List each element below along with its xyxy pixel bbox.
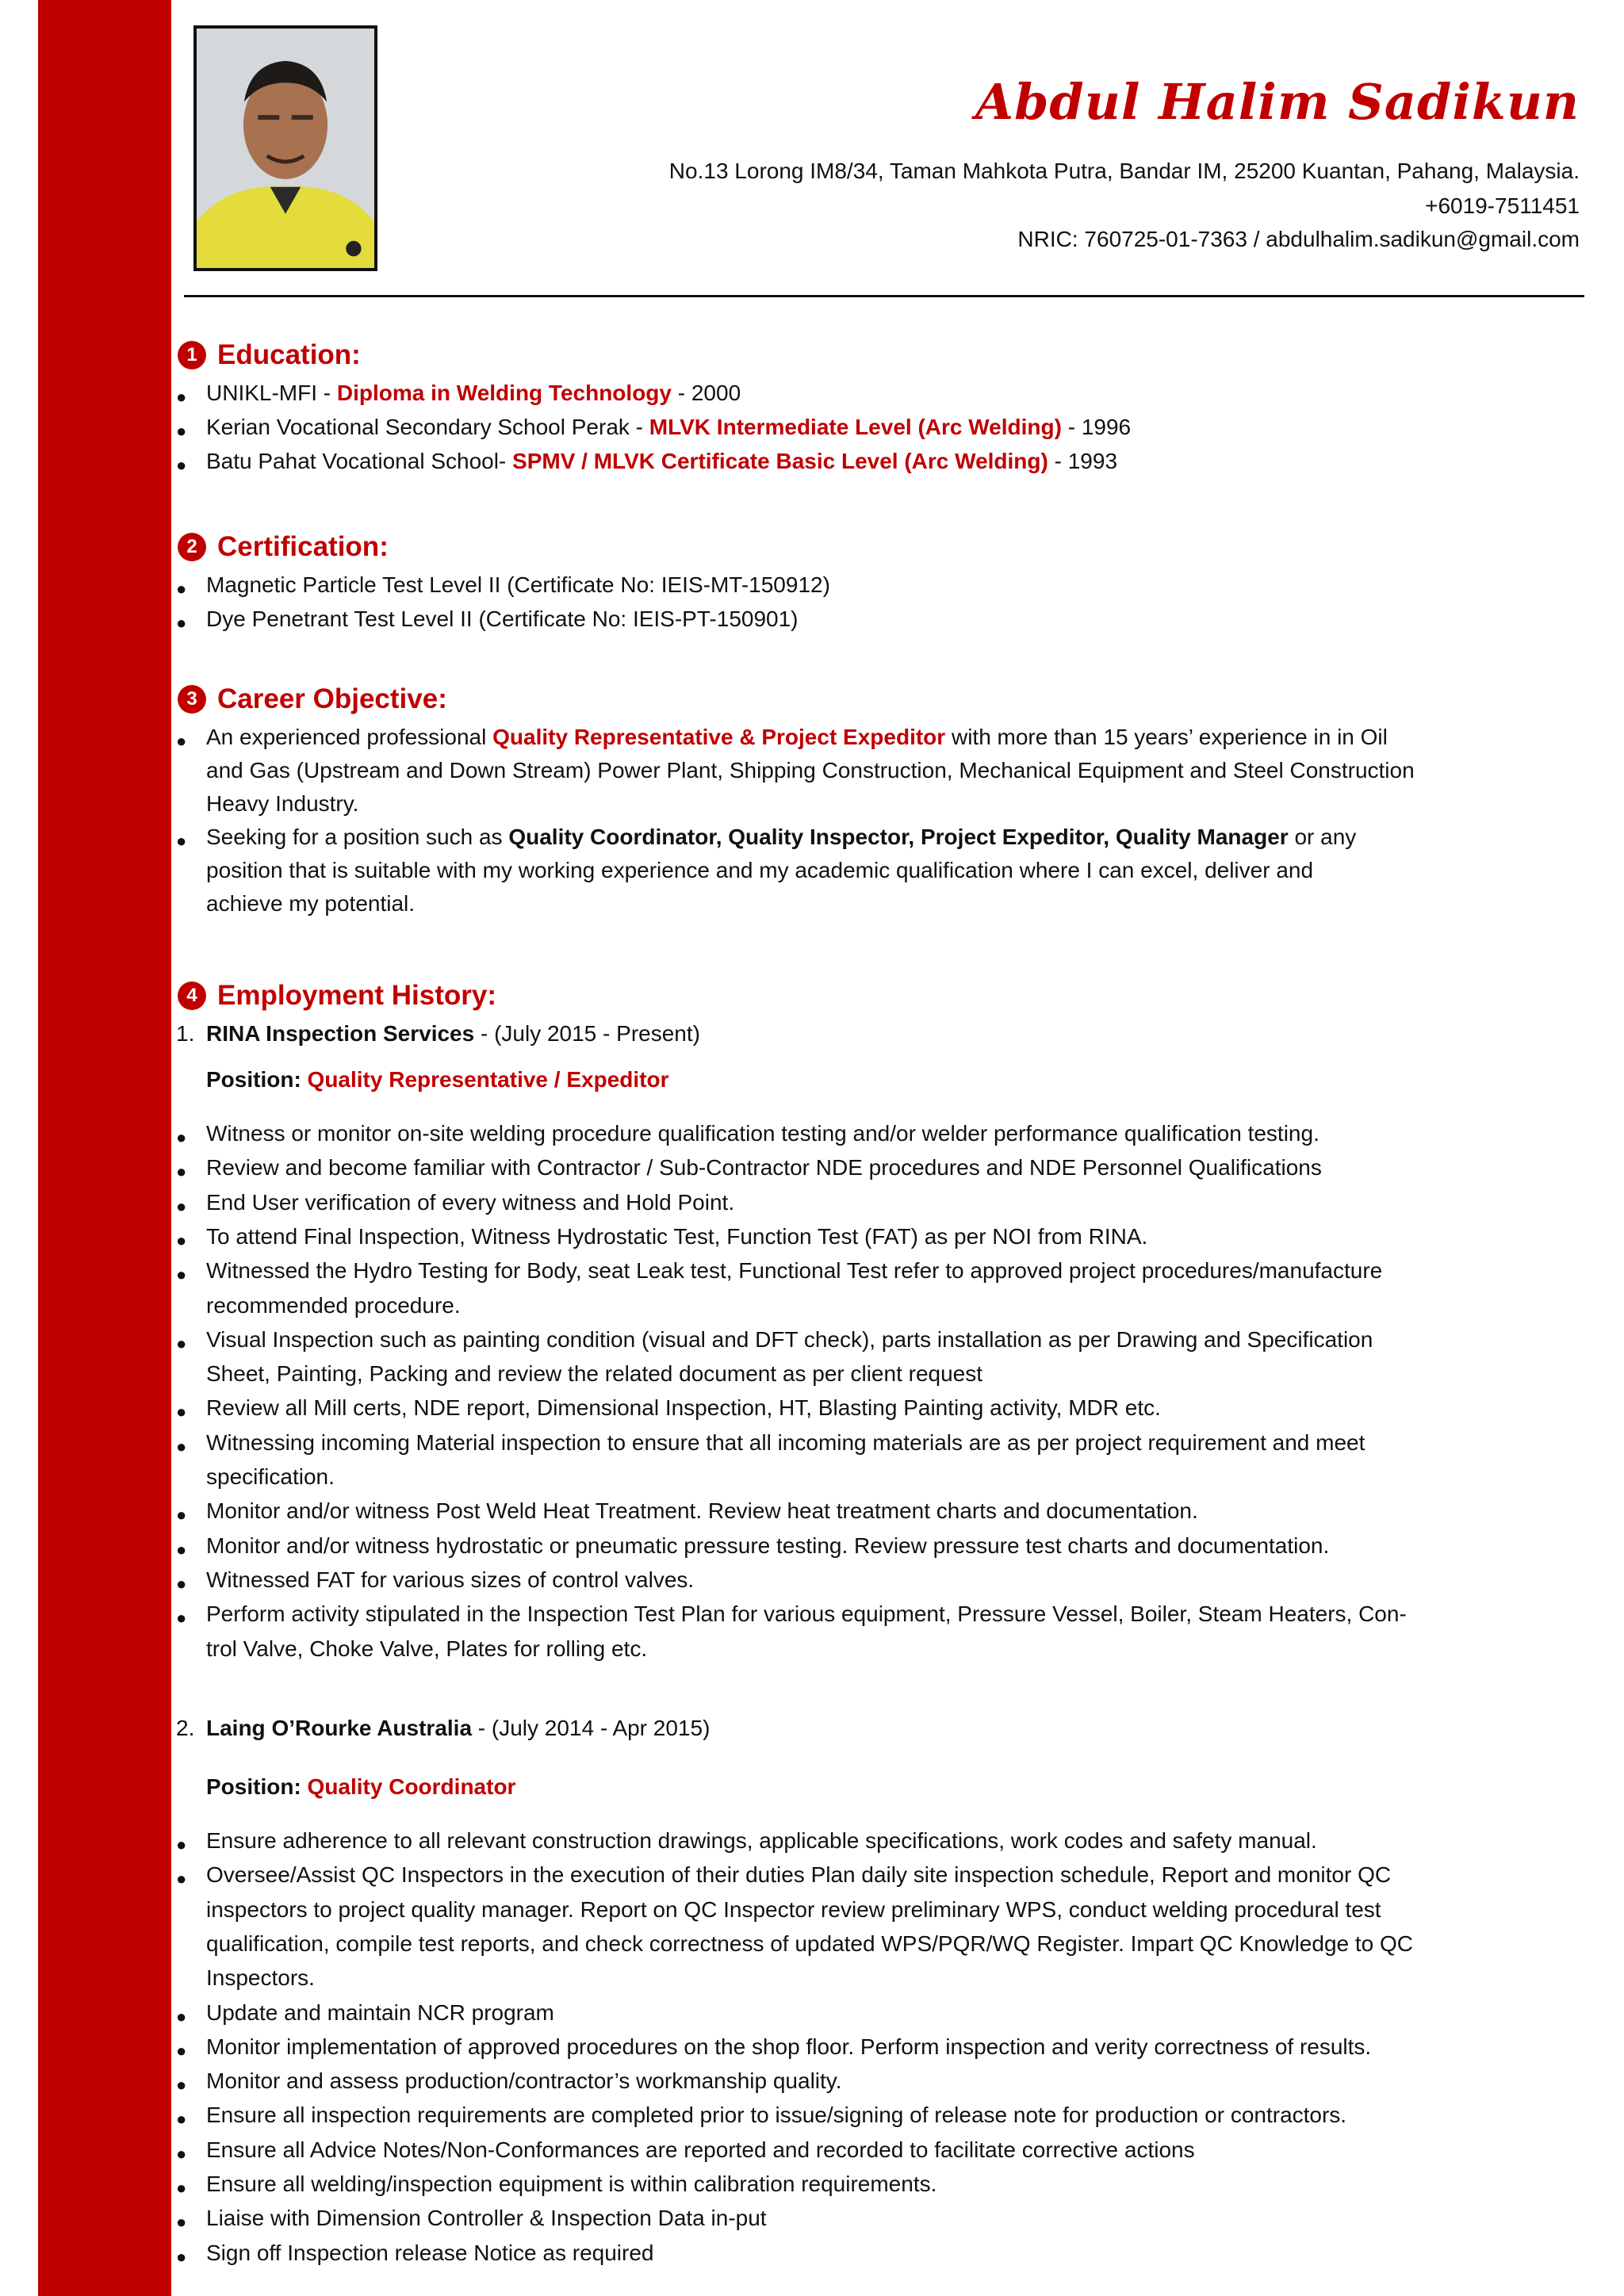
duty-line: Witnessing incoming Material inspection to ensure that all incoming materials are as per project requirement and meet [206, 1429, 1365, 1455]
objective-line: An experienced professional Quality Representative & Project Expeditor with more than 15 years’ experience in in Oil [206, 725, 1388, 749]
job-number: 2. [176, 1716, 195, 1740]
bullet-icon: ● [176, 1573, 187, 1594]
section-title: Certification: [217, 531, 389, 562]
bullet-icon: ● [176, 2006, 187, 2026]
duty-line: Witness or monitor on-site welding procedure qualification testing and/or welder performance qualification testing. [206, 1121, 1320, 1146]
duty-line: Sign off Inspection release Notice as required [206, 2240, 654, 2265]
duty-line: Ensure all inspection requirements are completed prior to issue/signing of release note for production or contractors. [206, 2103, 1347, 2128]
education-item: Kerian Vocational Secondary School Perak - MLVK Intermediate Level (Arc Welding) - 1996 [206, 415, 1132, 439]
bullet-icon: ● [176, 455, 187, 475]
duty-line: Monitor implementation of approved procedures on the shop floor. Perform inspection and verity correctness of results. [206, 2034, 1372, 2059]
duty-line: Review all Mill certs, NDE report, Dimensional Inspection, HT, Blasting Painting activity, MDR etc. [206, 1395, 1161, 1421]
left-red-sidebar [38, 0, 171, 2296]
section-title: Career Objective: [217, 683, 447, 714]
duty-line: trol Valve, Choke Valve, Plates for rolling etc. [206, 1636, 648, 1661]
objective-line: achieve my potential. [206, 891, 416, 916]
job-position: Position: Quality Coordinator [206, 1774, 516, 1799]
bullet-icon: ● [176, 1505, 187, 1525]
section-title: Education: [217, 339, 361, 370]
header-divider [184, 295, 1584, 297]
objective-line: Heavy Industry. [206, 791, 359, 816]
duty-line: Ensure all welding/inspection equipment is within calibration requirements. [206, 2172, 937, 2196]
bullet-icon: ● [176, 831, 187, 851]
address: No.13 Lorong IM8/34, Taman Mahkota Putra, Bandar IM, 25200 Kuantan, Pahang, Malaysia. [668, 159, 1580, 183]
duty-line: Visual Inspection such as painting condition (visual and DFT check), parts installation as per Drawing and Specification [206, 1326, 1373, 1352]
section-title: Employment History: [217, 980, 496, 1011]
bullet-icon: ● [176, 613, 187, 633]
objective-line: position that is suitable with my working experience and my academic qualification where I can excel, deliver and [206, 858, 1314, 882]
objective-line: and Gas (Upstream and Down Stream) Power Plant, Shipping Construction, Mechanical Equipment and Steel Construction [206, 758, 1415, 783]
bullet-icon: ● [176, 1402, 187, 1422]
section-number-badge: 2 [178, 533, 206, 561]
bullet-icon: ● [176, 1539, 187, 1559]
bullet-icon: ● [176, 2143, 187, 2164]
objective-line: Seeking for a position such as Quality Coordinator, Quality Inspector, Project Expeditor, Quality Manager or any [206, 825, 1357, 849]
profile-photo [193, 25, 377, 271]
bullet-icon: ● [176, 1196, 187, 1216]
duty-line: Witnessed FAT for various sizes of control valves. [206, 1567, 695, 1592]
bullet-icon: ● [176, 1436, 187, 1456]
bullet-icon: ● [176, 2075, 187, 2095]
bullet-icon: ● [176, 1161, 187, 1182]
job-header: RINA Inspection Services - (July 2015 - Present) [206, 1021, 700, 1046]
job-position: Position: Quality Representative / Expeditor [206, 1067, 669, 1092]
duty-line: Liaise with Dimension Controller & Inspection Data in-put [206, 2206, 767, 2231]
duty-line: Monitor and assess production/contractor’s workmanship quality. [206, 2068, 842, 2094]
bullet-icon: ● [176, 2212, 187, 2233]
duty-line: Update and maintain NCR program [206, 1999, 554, 2025]
bullet-icon: ● [176, 2040, 187, 2061]
duty-line: Ensure all Advice Notes/Non-Conformances are reported and recorded to facilitate corrective actions [206, 2137, 1195, 2162]
duty-line: To attend Final Inspection, Witness Hydrostatic Test, Function Test (FAT) as per NOI from RINA. [206, 1223, 1148, 1249]
duty-line: Monitor and/or witness Post Weld Heat Treatment. Review heat treatment charts and documentation. [206, 1498, 1198, 1524]
objective-heading [178, 683, 447, 715]
duty-line: End User verification of every witness and Hold Point. [206, 1189, 735, 1215]
bullet-icon: ● [176, 2178, 187, 2198]
bullet-icon: ● [176, 1265, 187, 1285]
duty-line: Oversee/Assist QC Inspectors in the execution of their duties Plan daily site inspection schedule, Report and monitor QC [206, 1862, 1392, 1888]
job-number: 1. [176, 1021, 195, 1046]
bullet-icon: ● [176, 1835, 187, 1854]
education-item: UNIKL-MFI - Diploma in Welding Technology - 2000 [206, 381, 741, 405]
nric-email: NRIC: 760725-01-7363 / abdulhalim.sadikun@gmail.com [1017, 227, 1580, 251]
bullet-icon: ● [176, 1608, 187, 1628]
duty-line: Sheet, Painting, Packing and review the related document as per client request [206, 1361, 983, 1387]
education-item: Batu Pahat Vocational School- SPMV / MLVK Certificate Basic Level (Arc Welding) - 1993 [206, 449, 1118, 473]
bullet-icon: ● [176, 1869, 187, 1889]
education-heading [178, 339, 361, 371]
bullet-icon: ● [176, 2109, 187, 2130]
candidate-name: Abdul Halim Sadikun [975, 73, 1580, 131]
bullet-icon: ● [176, 1127, 187, 1147]
job-header: Laing O’Rourke Australia - (July 2014 - Apr 2015) [206, 1716, 710, 1740]
duty-line: inspectors to project quality manager. Report on QC Inspector review preliminary WPS, conduct welding procedural test [206, 1896, 1381, 1922]
bullet-icon: ● [176, 2246, 187, 2267]
duty-line: Inspectors. [206, 1965, 315, 1991]
section-number-badge: 1 [178, 341, 206, 369]
duty-line: Perform activity stipulated in the Inspection Test Plan for various equipment, Pressure Vessel, Boiler, Steam Heaters, Con- [206, 1601, 1407, 1627]
bullet-icon: ● [176, 731, 187, 751]
section-number-badge: 4 [178, 982, 206, 1010]
duty-line: recommended procedure. [206, 1292, 461, 1318]
bullet-icon: ● [176, 1230, 187, 1250]
section-number-badge: 3 [178, 685, 206, 714]
employment-heading [178, 980, 496, 1012]
duty-line: Review and become familiar with Contractor / Sub-Contractor NDE procedures and NDE Personnel Qualifications [206, 1155, 1322, 1181]
bullet-icon: ● [176, 1333, 187, 1353]
certification-heading [178, 531, 389, 563]
duty-line: qualification, compile test reports, and check correctness of updated WPS/PQR/WQ Register. Impart QC Knowledge to QC [206, 1931, 1413, 1956]
certification-item: Magnetic Particle Test Level II (Certificate No: IEIS-MT-150912) [206, 572, 830, 597]
duty-line: Witnessed the Hydro Testing for Body, seat Leak test, Functional Test refer to approved project procedures/manufacture [206, 1258, 1383, 1284]
bullet-icon: ● [176, 387, 187, 407]
bullet-icon: ● [176, 579, 187, 599]
bullet-icon: ● [176, 421, 187, 441]
duty-line: Monitor and/or witness hydrostatic or pneumatic pressure testing. Review pressure test charts and documentation. [206, 1533, 1330, 1558]
certification-item: Dye Penetrant Test Level II (Certificate No: IEIS-PT-150901) [206, 607, 799, 631]
duty-line: Ensure adherence to all relevant construction drawings, applicable specifications, work codes and safety manual. [206, 1828, 1317, 1853]
phone: +6019-7511451 [1425, 193, 1580, 218]
duty-line: specification. [206, 1464, 335, 1489]
